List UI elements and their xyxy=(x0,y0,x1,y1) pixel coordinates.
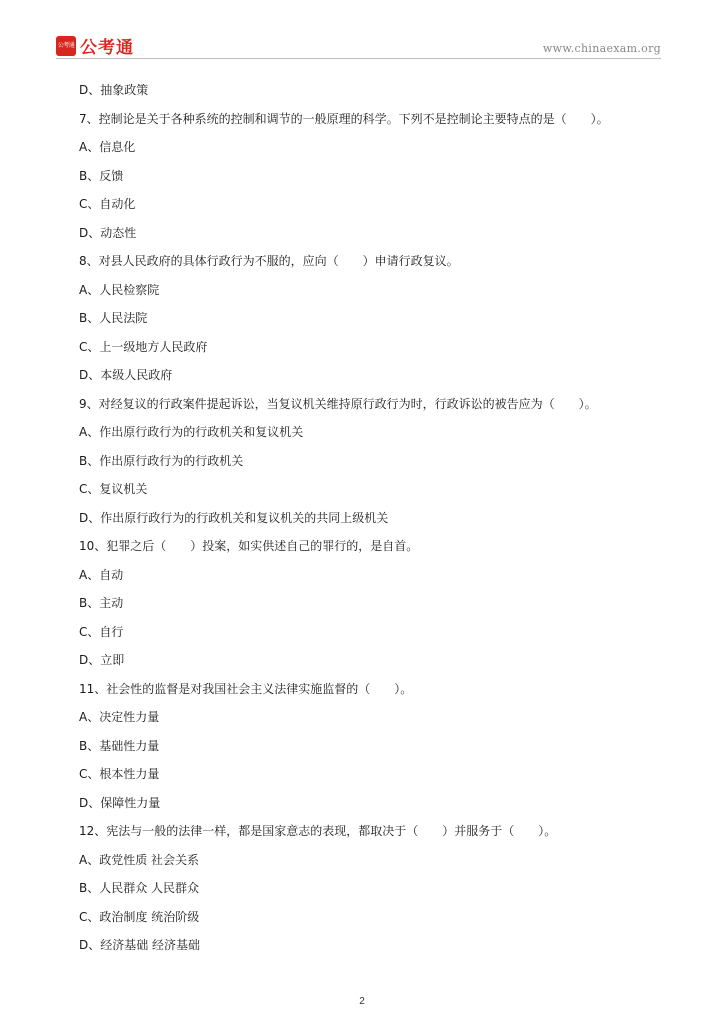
option-a-q7: A、信息化 xyxy=(79,140,136,154)
option-b-q10: B、主动 xyxy=(79,596,124,610)
logo-text: 公考通 xyxy=(80,38,134,58)
option-b-q12: B、人民群众 人民群众 xyxy=(79,881,200,895)
option-c-q10: C、自行 xyxy=(79,624,124,639)
option-c-q8: C、上一级地方人民政府 xyxy=(79,339,208,354)
question-10: 10、犯罪之后（ ）投案，如实供述自己的罪行的，是自首。 xyxy=(79,539,419,553)
option-b-q9: B、作出原行政行为的行政机关 xyxy=(79,453,244,468)
option-b-q8: B、人民法院 xyxy=(79,311,148,325)
option-c-q12: C、政治制度 统治阶级 xyxy=(79,909,200,924)
question-9: 9、对经复议的行政案件提起诉讼，当复议机关维持原行政行为时，行政诉讼的被告应为（ ）。 xyxy=(79,396,597,411)
question-11: 11、社会性的监督是对我国社会主义法律实施监督的（ ）。 xyxy=(79,681,413,696)
option-b-q11: B、基础性力量 xyxy=(79,738,160,753)
option-d-q12: D、经济基础 经济基础 xyxy=(79,938,201,952)
page-number: 2 xyxy=(359,996,365,1007)
option-d-q7: D、动态性 xyxy=(79,225,137,240)
option-a-q11: A、决定性力量 xyxy=(79,710,160,724)
question-7: 7、控制论是关于各种系统的控制和调节的一般原理的科学。下列不是控制论主要特点的是（ ）。 xyxy=(79,111,609,126)
logo-badge-icon: 公考通 xyxy=(56,36,76,56)
option-c-q9: C、复议机关 xyxy=(79,482,148,496)
option-a-q12: A、政党性质 社会关系 xyxy=(79,852,200,867)
option-a-q9: A、作出原行政行为的行政机关和复议机关 xyxy=(79,425,304,439)
page-header xyxy=(0,0,724,60)
question-12: 12、宪法与一般的法律一样，都是国家意志的表现，都取决于（ ）并服务于（ ）。 xyxy=(79,824,557,838)
brand-logo[interactable] xyxy=(56,33,134,58)
document-body xyxy=(79,76,669,960)
option-d-q9: D、作出原行政行为的行政机关和复议机关的共同上级机关 xyxy=(79,510,389,525)
option-c-q7: C、自动化 xyxy=(79,197,136,211)
option-d-q6: D、抽象政策 xyxy=(79,83,149,97)
question-8: 8、对县人民政府的具体行政行为不服的，应向（ ）申请行政复议。 xyxy=(79,254,459,268)
site-url[interactable]: www.chinaexam.org xyxy=(542,42,661,55)
option-b-q7: B、反馈 xyxy=(79,168,124,183)
option-a-q10: A、自动 xyxy=(79,567,124,582)
option-a-q8: A、人民检察院 xyxy=(79,282,160,297)
option-d-q10: D、立即 xyxy=(79,653,125,667)
option-d-q8: D、本级人民政府 xyxy=(79,368,173,382)
option-d-q11: D、保障性力量 xyxy=(79,795,161,810)
option-c-q11: C、根本性力量 xyxy=(79,767,160,781)
header-divider xyxy=(56,58,661,59)
